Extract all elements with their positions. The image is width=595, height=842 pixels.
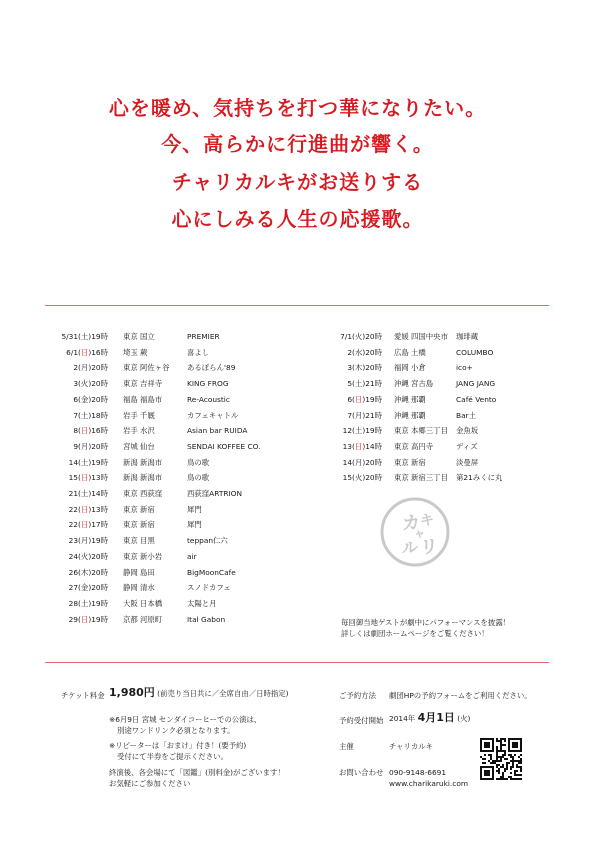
headline-line-2: 今、高らかに行進曲が響く。 — [161, 132, 434, 156]
schedule-venue: 珈琲蔵 — [456, 332, 479, 341]
schedule-date: 27(金)20時 — [68, 583, 108, 593]
schedule-venue: 金魚坂 — [456, 426, 479, 436]
schedule-venue: KING FROG — [187, 379, 229, 389]
schedule-venue: Café Vento — [456, 394, 497, 404]
schedule-venue: Ital Gabon — [187, 614, 226, 624]
schedule-city: 新小岩 — [140, 551, 163, 561]
schedule-row — [0, 551, 595, 563]
contact-phone: 090-9148-6691 — [389, 768, 447, 777]
schedule-prefecture: 東京 — [123, 332, 138, 341]
reservation-start-label: 予約受付開始 — [339, 716, 384, 725]
schedule-city: 西荻窪 — [140, 489, 163, 498]
top-divider — [45, 305, 549, 306]
reservation-method-value: 劇団HPの予約フォームをご利用ください。 — [389, 691, 532, 700]
schedule-venue: 太陽と月 — [187, 598, 217, 608]
schedule-venue: ico+ — [456, 363, 473, 373]
schedule-prefecture: 福島 — [123, 394, 138, 404]
reservation-method-label: ご予約方法 — [339, 691, 376, 700]
schedule-prefecture: 宮城 — [123, 441, 138, 451]
schedule-city: 仙台 — [140, 441, 155, 451]
schedule-row — [0, 410, 595, 422]
schedule-prefecture: 東京 — [123, 379, 138, 389]
contact-url[interactable]: www.charikaruki.com — [389, 779, 469, 788]
host-label: 主催 — [339, 742, 354, 751]
schedule-row — [0, 425, 595, 437]
schedule-date: 24(火)20時 — [68, 551, 108, 561]
schedule-city: 新宿 — [411, 457, 426, 467]
schedule-venue: 鳥の歌 — [187, 473, 210, 483]
schedule-venue: 西荻窪ARTRION — [187, 489, 242, 498]
schedule-date: 14(土)19時 — [68, 457, 108, 467]
schedule-prefecture: 岩手 — [123, 410, 138, 420]
schedule-row — [0, 378, 595, 390]
reservation-start-year: 2014年 — [389, 714, 416, 723]
schedule-prefecture: 広島 — [394, 347, 409, 357]
schedule-prefecture: 京都 — [123, 614, 138, 624]
ticket-note-2a: ※リピーターは「おまけ」付き！(要予約) — [109, 741, 247, 750]
schedule-row — [0, 488, 595, 500]
schedule-row — [0, 362, 595, 374]
schedule-date: 15(火)20時 — [342, 473, 382, 483]
schedule-date: 14(月)20時 — [342, 457, 382, 467]
schedule-venue: BigMoonCafe — [187, 567, 236, 577]
ticket-price-note: (前売り当日共に／全席自由／日時指定) — [157, 689, 289, 698]
schedule-row — [0, 567, 595, 579]
schedule-prefecture: 岩手 — [123, 426, 138, 436]
schedule-city: 宮古島 — [411, 379, 434, 389]
schedule-prefecture: 大阪 — [123, 598, 138, 608]
schedule-date: 5(土)21時 — [347, 379, 382, 389]
ticket-note-2 — [109, 740, 246, 762]
schedule-city: 新潟市 — [140, 457, 163, 467]
schedule-date: 3(木)20時 — [347, 363, 382, 373]
schedule-prefecture: 東京 — [123, 504, 138, 514]
schedule-venue: スノドカフェ — [187, 583, 231, 593]
ticket-label: チケット料金 — [61, 691, 105, 700]
ticket-note-3b: お気軽にご参加ください — [109, 779, 191, 788]
schedule-date: 26(木)20時 — [68, 567, 108, 577]
ticket-price-block — [109, 687, 289, 699]
schedule-row — [0, 504, 595, 516]
schedule-city: 日本橋 — [140, 598, 163, 608]
schedule-city: 土橋 — [411, 347, 426, 357]
schedule-city: 本郷三丁目 — [411, 426, 448, 436]
schedule-prefecture: 東京 — [394, 426, 409, 436]
schedule-prefecture: 埼玉 — [123, 347, 138, 357]
schedule-venue: Re-Acoustic — [187, 394, 230, 404]
schedule-city: 蕨 — [140, 347, 148, 357]
svg-text:リ: リ — [420, 537, 438, 558]
schedule-prefecture: 沖縄 — [394, 394, 409, 404]
svg-text:ル: ル — [402, 538, 419, 557]
schedule-city: 那覇 — [411, 410, 426, 420]
contact-block — [389, 767, 468, 789]
schedule-date: 23(月)19時 — [68, 536, 108, 546]
qr-code-icon[interactable] — [480, 738, 522, 780]
schedule-date: 6/1(日)16時 — [66, 347, 108, 357]
schedule-venue: teppan仁六 — [187, 536, 228, 546]
schedule-city: 水沢 — [140, 426, 155, 436]
host-value: チャリカルキ — [389, 742, 434, 751]
schedule-prefecture: 沖縄 — [394, 379, 409, 389]
bottom-divider — [45, 662, 549, 663]
schedule-venue: 第21みくに丸 — [456, 473, 503, 483]
schedule-prefecture: 東京 — [123, 363, 138, 373]
schedule-venue: 犀門 — [187, 520, 202, 530]
schedule-date: 2(水)20時 — [347, 347, 382, 357]
schedule-prefecture: 静岡 — [123, 583, 138, 593]
schedule-row — [0, 582, 595, 594]
reservation-start-date: 4月1日 — [417, 711, 455, 724]
ticket-price: 1,980円 — [109, 686, 155, 699]
schedule-row — [0, 472, 595, 484]
schedule-date: 22(日)13時 — [68, 504, 108, 514]
schedule-city: 阿佐ヶ谷 — [140, 363, 170, 373]
ticket-note-1 — [109, 714, 261, 736]
ticket-note-1a: ※6月9日 宮城 センダイコーヒーでの公演は、 — [109, 715, 262, 724]
schedule-prefecture: 東京 — [394, 473, 409, 483]
schedule-date: 9(月)20時 — [73, 441, 108, 451]
schedule-row — [0, 441, 595, 453]
schedule-prefecture: 東京 — [394, 457, 409, 467]
schedule-row — [0, 457, 595, 469]
schedule-date: 13(日)14時 — [342, 441, 382, 451]
ticket-note-1b: 別途ワンドリンク必須となります。 — [117, 726, 235, 735]
schedule-date: 8(日)16時 — [73, 426, 108, 436]
schedule-venue: Bar土 — [456, 410, 477, 420]
ticket-note-3a: 終演後、各会場にて「図鑑」(別料金)がございます！ — [109, 768, 285, 777]
schedule-city: 新宿 — [140, 520, 155, 530]
svg-text:ャ: ャ — [414, 527, 425, 540]
schedule-date: 2(月)20時 — [73, 363, 108, 373]
reservation-start-day: (火) — [457, 714, 471, 723]
schedule-venue: COLUMBO — [456, 347, 494, 357]
schedule-row — [0, 535, 595, 547]
schedule-prefecture: 沖縄 — [394, 410, 409, 420]
schedule-date: 5/31(土)19時 — [61, 332, 108, 341]
schedule-date: 29(日)19時 — [68, 614, 108, 624]
schedule-date: 22(日)17時 — [68, 520, 108, 530]
schedule-venue: あるぽらん'89 — [187, 363, 236, 373]
schedule-venue: ディズ — [456, 441, 478, 451]
schedule-row — [0, 394, 595, 406]
schedule-prefecture: 新潟 — [123, 457, 138, 467]
schedule-venue: カフェキャトル — [187, 410, 239, 420]
schedule-prefecture: 静岡 — [123, 567, 138, 577]
schedule-venue: JANG JANG — [456, 379, 496, 389]
headline-line-1: 心を暖め、気持ちを打つ華になりたい。 — [108, 96, 487, 120]
schedule-prefecture: 東京 — [123, 520, 138, 530]
schedule-city: 千厩 — [140, 410, 155, 420]
schedule-venue: 鳥の歌 — [187, 457, 210, 467]
schedule-date: 15(日)13時 — [68, 473, 108, 483]
reservation-start-value — [389, 712, 470, 724]
ticket-note-3 — [109, 767, 285, 789]
charikaruki-stamp-icon — [380, 497, 450, 567]
schedule-venue: 犀門 — [187, 504, 202, 514]
schedule-row — [0, 519, 595, 531]
schedule-city: 吉祥寺 — [140, 379, 163, 389]
schedule-city: 福島市 — [140, 394, 163, 404]
schedule-city: 那覇 — [411, 394, 426, 404]
schedule-date: 7(月)21時 — [347, 410, 382, 420]
schedule-city: 四国中央市 — [411, 332, 448, 341]
svg-text:カ: カ — [402, 513, 420, 534]
schedule-city: 新宿 — [140, 504, 155, 514]
schedule-venue: Asian bar RUIDA — [187, 426, 248, 436]
schedule-venue: SENDAI KOFFEE CO. — [187, 441, 261, 451]
svg-text:キ: キ — [420, 513, 434, 529]
schedule-city: 国立 — [140, 332, 155, 341]
headline-line-3: チャリカルキがお送りする — [171, 170, 424, 194]
schedule-venue: air — [187, 551, 197, 561]
headline-line-4: 心にしみる人生の応援歌。 — [171, 207, 424, 231]
schedule-prefecture: 新潟 — [123, 473, 138, 483]
schedule-city: 河原町 — [140, 614, 163, 624]
schedule-prefecture: 東京 — [123, 551, 138, 561]
schedule-prefecture: 東京 — [123, 536, 138, 546]
schedule-row — [0, 331, 595, 343]
schedule-venue: PREMIER — [187, 332, 220, 341]
notice-line-1: 毎回御当地ゲストが劇中にパフォーマンスを披露！ — [341, 618, 511, 627]
schedule-date: 3(火)20時 — [73, 379, 108, 389]
schedule-city: 清水 — [140, 583, 155, 593]
schedule-row — [0, 347, 595, 359]
schedule-city: 小倉 — [411, 363, 426, 373]
schedule-date: 7(土)18時 — [73, 410, 108, 420]
schedule-date: 28(土)19時 — [68, 598, 108, 608]
schedule-city: 島田 — [140, 567, 155, 577]
schedule-date: 6(日)19時 — [347, 394, 382, 404]
schedule-date: 21(土)14時 — [68, 489, 108, 498]
schedule-date: 12(土)19時 — [342, 426, 382, 436]
schedule-prefecture: 福岡 — [394, 363, 409, 373]
schedule-prefecture: 東京 — [123, 489, 138, 498]
ticket-note-2b: 受付にて半券をご提示ください。 — [117, 752, 228, 761]
schedule-prefecture: 愛媛 — [394, 332, 409, 341]
schedule-city: 目黒 — [140, 536, 155, 546]
guest-notice — [341, 617, 510, 639]
schedule-row — [0, 598, 595, 610]
schedule-city: 高円寺 — [411, 441, 434, 451]
schedule-prefecture: 東京 — [394, 441, 409, 451]
schedule-venue: 淡曼屏 — [456, 457, 479, 467]
schedule-city: 新潟市 — [140, 473, 163, 483]
contact-label: お問い合わせ — [339, 768, 384, 777]
schedule-date: 6(金)20時 — [73, 394, 108, 404]
notice-line-2: 詳しくは劇団ホームページをご覧ください！ — [341, 629, 489, 638]
schedule-venue: 喜よし — [187, 347, 210, 357]
schedule-city: 新宿三丁目 — [411, 473, 448, 483]
schedule-date: 7/1(火)20時 — [340, 332, 382, 341]
